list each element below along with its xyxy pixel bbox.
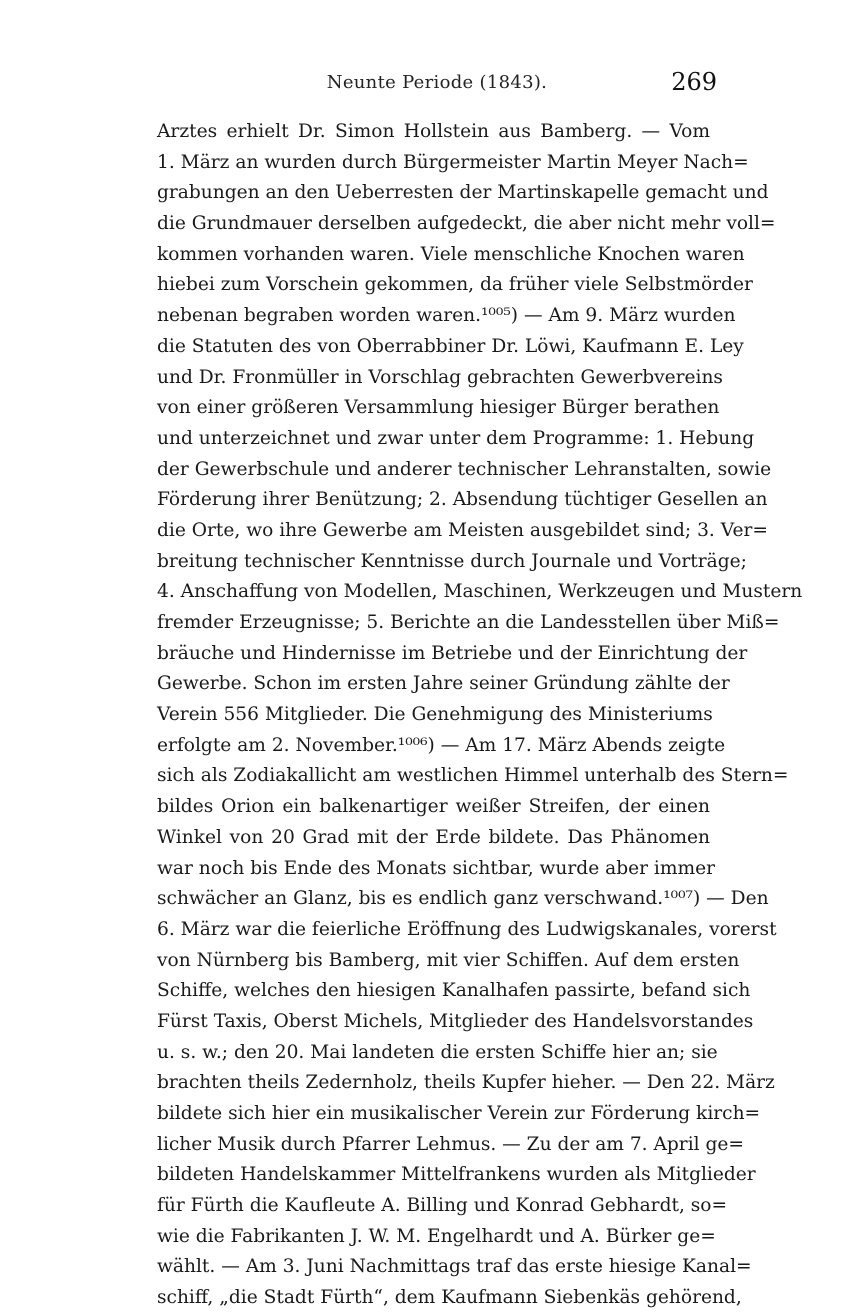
text-line: Verein 556 Mitglieder. Die Genehmigung des Ministeriums bbox=[157, 704, 713, 726]
running-head: Neunte Periode (1843). bbox=[326, 72, 548, 93]
text-line: grabungen an den Ueberresten der Martinskapelle gemacht und bbox=[157, 182, 769, 204]
text-line: 6. März war die feierliche Eröffnung des Ludwigskanales, vorerst bbox=[157, 918, 777, 940]
text-line: von Nürnberg bis Bamberg, mit vier Schiffen. Auf dem ersten bbox=[157, 949, 740, 971]
text-line: die Statuten des von Oberrabbiner Dr. Löwi, Kaufmann E. Ley bbox=[157, 335, 744, 357]
text-line: Winkel von 20 Grad mit der Erde bildete. Das Phänomen bbox=[157, 826, 710, 848]
text-line: und unterzeichnet und zwar unter dem Programme: 1. Hebung bbox=[157, 427, 755, 449]
text-line: Gewerbe. Schon im ersten Jahre seiner Gründung zählte der bbox=[157, 673, 730, 695]
text-line: erfolgte am 2. November.¹⁰⁰⁶) — Am 17. März Abends zeigte bbox=[157, 734, 726, 756]
page-header bbox=[157, 70, 717, 100]
text-line: u. s. w.; den 20. Mai landeten die ersten Schiffe hier an; sie bbox=[157, 1041, 718, 1063]
text-line: wählt. — Am 3. Juni Nachmittags traf das erste hiesige Kanal= bbox=[157, 1256, 752, 1278]
text-line: und Dr. Fronmüller in Vorschlag gebrachten Gewerbvereins bbox=[157, 366, 723, 388]
text-line: war noch bis Ende des Monats sichtbar, wurde aber immer bbox=[157, 857, 716, 879]
text-line: die Grundmauer derselben aufgedeckt, die aber nicht mehr voll= bbox=[157, 213, 776, 235]
text-line: 4. Anschaffung von Modellen, Maschinen, Werkzeugen und Mustern bbox=[157, 581, 803, 603]
text-line: bildes Orion ein balkenartiger weißer Streifen, der einen bbox=[157, 796, 710, 818]
text-line: die Orte, wo ihre Gewerbe am Meisten ausgebildet sind; 3. Ver= bbox=[157, 519, 768, 541]
text-line: der Gewerbschule und anderer technischer Lehranstalten, sowie bbox=[157, 458, 772, 480]
text-line: bildete sich hier ein musikalischer Verein zur Förderung kirch= bbox=[157, 1103, 761, 1124]
text-line: fremder Erzeugnisse; 5. Berichte an die Landesstellen über Miß= bbox=[157, 612, 780, 633]
text-line: brachten theils Zedernholz, theils Kupfer hieher. — Den 22. März bbox=[157, 1072, 775, 1094]
text-line: 1. März an wurden durch Bürgermeister Martin Meyer Nach= bbox=[157, 151, 749, 173]
text-line: von einer größeren Versammlung hiesiger Bürger berathen bbox=[157, 397, 720, 419]
page-number: 269 bbox=[671, 68, 717, 96]
text-line: bräuche und Hindernisse im Betriebe und der Einrichtung der bbox=[157, 642, 748, 664]
text-line: kommen vorhanden waren. Viele menschliche Knochen waren bbox=[157, 243, 745, 265]
text-line: licher Musik durch Pfarrer Lehmus. — Zu der am 7. April ge= bbox=[157, 1133, 744, 1155]
text-line: für Fürth die Kaufleute A. Billing und Konrad Gebhardt, so= bbox=[157, 1195, 728, 1217]
text-line: Arztes erhielt Dr. Simon Hollstein aus Bamberg. — Vom bbox=[157, 121, 710, 142]
text-line: Fürst Taxis, Oberst Michels, Mitglieder des Handelsvorstandes bbox=[157, 1010, 754, 1032]
text-line: breitung technischer Kenntnisse durch Journale und Vorträge; bbox=[157, 550, 747, 572]
text-line: schiff, „die Stadt Fürth“, dem Kaufmann Siebenkäs gehörend, bbox=[157, 1287, 742, 1309]
text-line: nebenan begraben worden waren.¹⁰⁰⁵) — Am 9. März wurden bbox=[157, 305, 736, 327]
text-line: sich als Zodiakallicht am westlichen Himmel unterhalb des Stern= bbox=[157, 765, 789, 787]
text-line: bildeten Handelskammer Mittelfrankens wurden als Mitglieder bbox=[157, 1164, 756, 1186]
text-line: wie die Fabrikanten J. W. M. Engelhardt und A. Bürker ge= bbox=[157, 1225, 716, 1247]
text-line: schwächer an Glanz, bis es endlich ganz verschwand.¹⁰⁰⁷) — Den bbox=[157, 888, 769, 910]
text-line: hiebei zum Vorschein gekommen, da früher viele Selbstmörder bbox=[157, 274, 753, 296]
body-text bbox=[157, 117, 803, 1314]
text-line: Schiffe, welches den hiesigen Kanalhafen passirte, befand sich bbox=[157, 980, 751, 1002]
text-line: Förderung ihrer Benützung; 2. Absendung tüchtiger Gesellen an bbox=[157, 489, 768, 511]
